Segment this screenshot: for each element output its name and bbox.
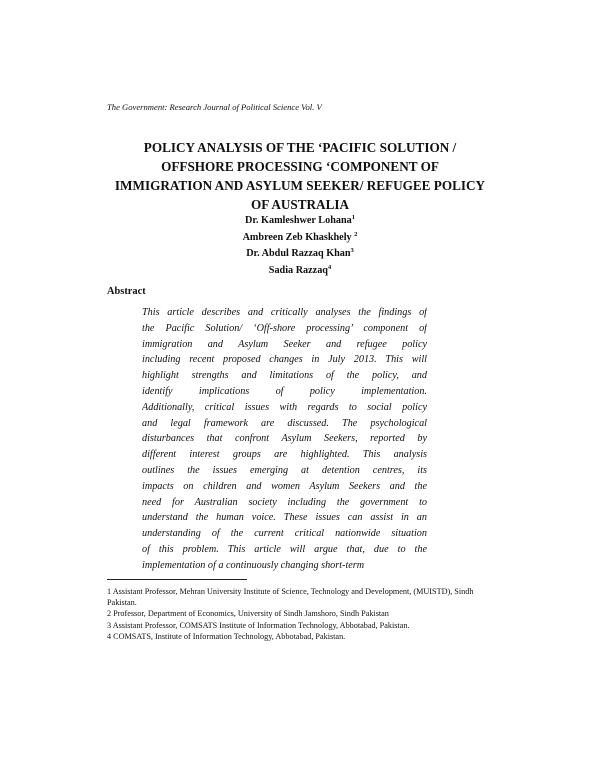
footnote-mark: 3 [350, 247, 354, 254]
footnote-divider [107, 579, 247, 580]
footnote: 2 Professor, Department of Economics, University of Sindh Jamshoro, Sindh Pakistan [107, 609, 389, 619]
abstract-line: This article describes and critically analyses the findings of [142, 307, 427, 318]
author [180, 263, 420, 280]
abstract-line: understanding of the current critical nationwide situation [142, 528, 427, 540]
abstract-line: highlight strengths and limitations of the policy, and [142, 370, 427, 382]
footnote: 4 COMSATS, Institute of Information Technology, Abbotabad, Pakistan. [107, 631, 346, 641]
abstract-line: understand the human voice. These issues can assist in an [142, 512, 427, 524]
abstract-line: need for Australian society including the government to [142, 496, 427, 508]
author-name: Ambreen Zeb Khaskhely [242, 231, 355, 243]
footnote: 1 Assistant Professor, Mehran University Institute of Science, Technology and Development, (MUISTD), Sindh Pakistan. [107, 587, 474, 608]
abstract-line: immigration and Asylum Seeker and refugee policy [142, 338, 427, 350]
author-name: Dr. Abdul Razzaq Khan [246, 248, 351, 259]
author [180, 213, 420, 230]
abstract-line: outlines the issues emerging at detention centres, its [142, 464, 427, 476]
abstract-heading: Abstract [107, 286, 146, 297]
abstract-line: identify implications of policy implementation. [142, 385, 427, 397]
footnote-mark: 1 [351, 214, 355, 221]
footnotes [107, 586, 499, 642]
journal-header: The Government: Research Journal of Political Science Vol. V [107, 102, 322, 112]
author [180, 230, 420, 247]
footnote-mark: 4 [327, 263, 332, 271]
abstract-line: of this problem. This article will argue that, due to the [142, 543, 427, 555]
abstract-line: impacts on children and women Asylum Seekers and the [142, 480, 427, 492]
author-list [180, 213, 420, 279]
abstract-line: and legal framework are discussed. The psychological [142, 417, 427, 429]
title-line: OFFSHORE PROCESSING ‘COMPONENT OF [161, 159, 439, 174]
abstract-line: Additionally, critical issues with regards to social policy [142, 401, 427, 413]
title-line: POLICY ANALYSIS OF THE ‘PACIFIC SOLUTION / [143, 140, 457, 155]
abstract-line: including recent proposed changes in July 2013. This will [142, 354, 427, 366]
footnote-mark: 2 [354, 230, 358, 238]
abstract-line: different interest groups are highlighted. This analysis [142, 449, 427, 461]
author-name: Dr. Kamleshwer Lohana [245, 215, 352, 226]
footnote: 3 Assistant Professor, COMSATS Institute of Information Technology, Abbotabad, Pakistan. [107, 620, 410, 630]
title-line: OF AUSTRALIA [250, 197, 350, 212]
abstract-body [142, 305, 427, 574]
abstract-line: disturbances that confront Asylum Seekers, reported by [142, 433, 427, 445]
abstract-line: implementation of a continuously changing short-term [142, 559, 365, 571]
author [180, 246, 420, 263]
article-title [90, 138, 510, 214]
abstract-line: the Pacific Solution/ ‘Off-shore processing’ component of [142, 322, 427, 334]
author-name: Sadia Razzaq [268, 264, 328, 276]
title-line: IMMIGRATION AND ASYLUM SEEKER/ REFUGEE POLICY [114, 178, 486, 193]
